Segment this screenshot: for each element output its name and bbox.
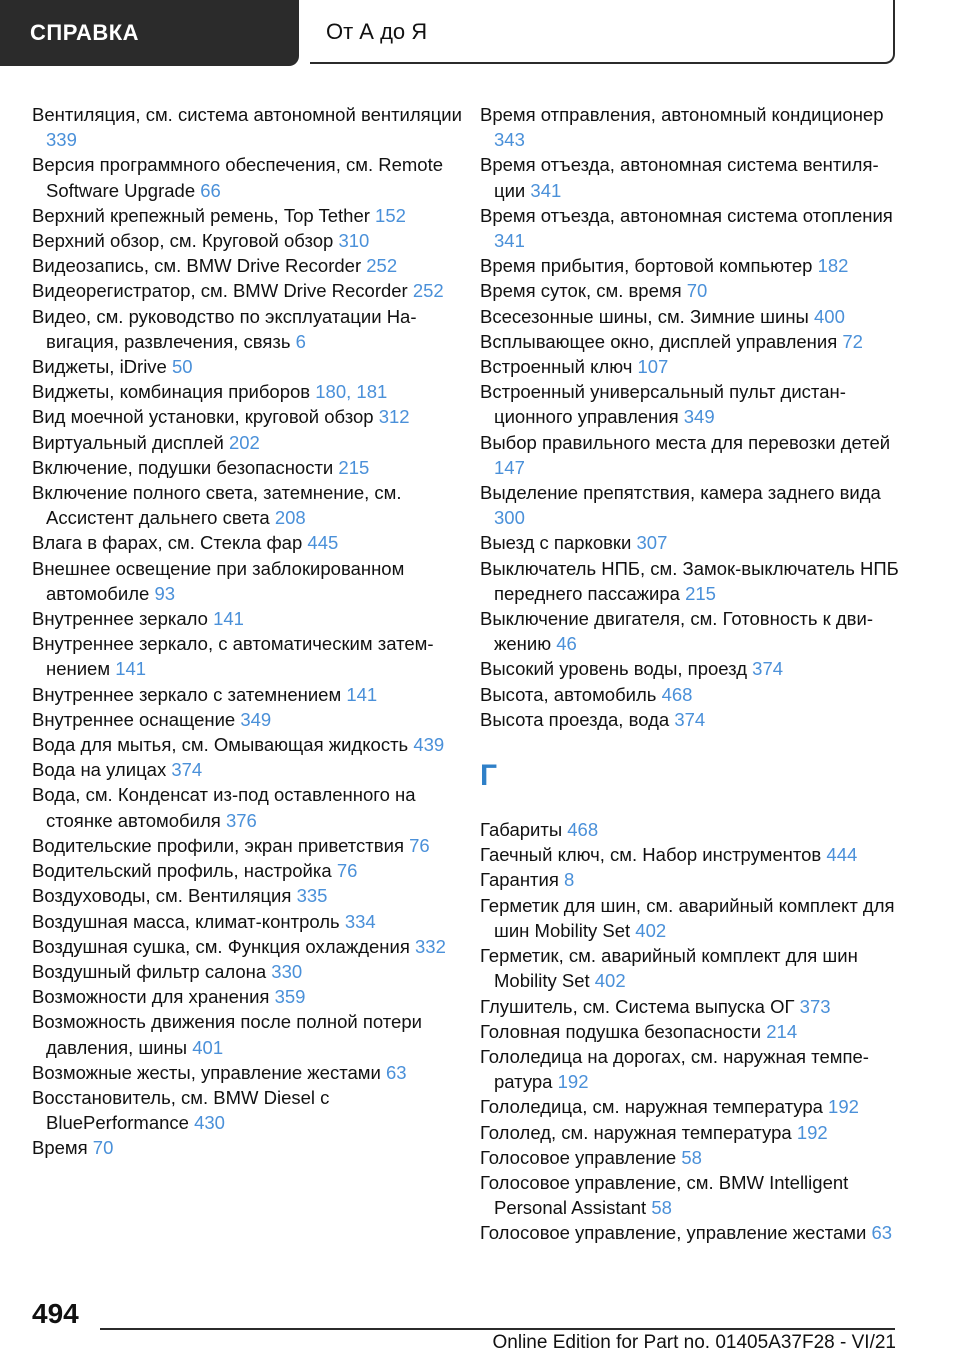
page-reference-link[interactable]: 468 [567, 819, 599, 841]
page-reference-link[interactable]: 76 [409, 834, 430, 856]
index-entry [480, 682, 900, 707]
index-term: Гололедица на дорогах, см. наружная температура [480, 1045, 869, 1093]
index-term: Высота проезда, вода [480, 708, 670, 730]
index-entry [32, 304, 462, 354]
index-entry [480, 1220, 900, 1245]
index-term: Голосовое управление, см. BMW Intelligent Personal Assistant [480, 1171, 849, 1219]
index-entry [480, 430, 900, 480]
page-reference-link[interactable]: 252 [366, 255, 398, 277]
index-term: Версия программного обеспечения, см. Remote Software Upgrade [32, 154, 444, 201]
index-entry [480, 1044, 900, 1094]
index-term: Видео, см. руководство по эксплуатации Навигация, развлечения, связь [32, 305, 417, 352]
index-term: Воздуховоды, см. Вентиляция [32, 885, 292, 907]
page-reference-link[interactable]: 70 [686, 280, 708, 302]
page-reference-link[interactable]: 46 [556, 633, 577, 655]
index-term: Внутреннее зеркало, с автоматическим затемнением [32, 633, 434, 680]
page-reference-link[interactable]: 300 [494, 507, 525, 529]
page-reference-link[interactable]: 63 [871, 1222, 893, 1244]
index-term: Встроенный ключ [480, 356, 633, 378]
page-reference-link[interactable]: 374 [674, 708, 706, 730]
index-entry [32, 152, 462, 202]
index-term: Возможные жесты, управление жестами [32, 1061, 381, 1083]
index-entry [480, 994, 900, 1019]
page-reference-link[interactable]: 349 [683, 406, 715, 428]
index-term: Герметик для шин, см. аварийный комплект для шин Mobility Set [480, 894, 895, 941]
index-entry [32, 934, 462, 959]
index-entry [32, 631, 462, 681]
index-term: Выделение препятствия, камера заднего вида [480, 482, 881, 504]
page-number: 494 [32, 1298, 79, 1329]
index-entry [480, 943, 900, 993]
page-reference-link[interactable]: 334 [344, 910, 376, 932]
index-term: Гололедица, см. наружная температура [480, 1096, 823, 1118]
page-reference-link[interactable]: 208 [274, 507, 306, 529]
page-reference-link[interactable]: 373 [799, 995, 831, 1017]
index-term: Голосовое управление [480, 1146, 677, 1168]
page-reference-link[interactable]: 192 [557, 1071, 589, 1093]
page-reference-link[interactable]: 341 [494, 230, 525, 252]
page-reference-link[interactable]: 359 [274, 986, 306, 1008]
index-entry [32, 1135, 462, 1160]
page-reference-link[interactable]: 215 [685, 582, 716, 604]
page-reference-link[interactable]: 8 [564, 869, 575, 891]
index-entry [480, 102, 900, 152]
index-entry [480, 304, 900, 329]
index-entry [32, 909, 462, 934]
index-entry [480, 1019, 900, 1044]
index-column-left [32, 102, 462, 1161]
page-reference-link[interactable]: 152 [375, 204, 406, 226]
page-reference-link[interactable]: 93 [154, 582, 176, 604]
page-reference-link[interactable]: 312 [378, 406, 410, 428]
index-term: Время прибытия, бортовой компьютер [480, 255, 813, 277]
index-term: Время отъезда, автономная система вентиляции [480, 154, 879, 201]
index-entry [32, 833, 462, 858]
page-reference-link[interactable]: 107 [637, 356, 669, 378]
section-tab [0, 0, 299, 66]
index-entry [32, 883, 462, 908]
index-term: Гололед, см. наружная температура [480, 1121, 792, 1143]
index-entry [480, 707, 900, 732]
index-term: Время суток, см. время [480, 280, 682, 302]
letter-heading: Г [480, 759, 498, 793]
page-reference-link[interactable]: 376 [225, 809, 257, 831]
page-reference-link[interactable]: 192 [796, 1121, 828, 1143]
index-entry [480, 530, 900, 555]
subsection-box [310, 0, 895, 64]
index-term: Высота, автомобиль [480, 683, 657, 705]
index-term: Выезд с парковки [480, 532, 632, 554]
index-entry [32, 278, 462, 303]
index-term: Головная подушка безопасности [480, 1020, 762, 1042]
index-entry [32, 102, 462, 152]
index-entry [32, 757, 462, 782]
index-term: Выключатель НПБ, см. Замок-выключатель НПБ переднего пассажира [480, 557, 899, 604]
index-entry [32, 354, 462, 379]
index-term: Возможности для хранения [32, 986, 270, 1008]
page-header [0, 0, 960, 66]
index-entry [480, 1170, 900, 1220]
index-entry [32, 480, 462, 530]
index-term: Возможность движения после полной потери давления, шины [32, 1011, 422, 1058]
index-term: Вентиляция, см. система автономной вентиляции [32, 104, 462, 125]
footer-divider [100, 1328, 895, 1330]
index-entry [480, 480, 900, 530]
page-reference-link[interactable]: 330 [271, 960, 303, 982]
page-reference-link[interactable]: 401 [192, 1036, 224, 1058]
index-entry [480, 842, 900, 867]
subsection-title: От А до Я [326, 19, 428, 44]
page-reference-link[interactable]: 252 [412, 280, 444, 302]
index-group-v-continued [480, 102, 900, 732]
index-term: Выключение двигателя, см. Готовность к движению [480, 608, 873, 655]
page-reference-link[interactable]: 468 [661, 683, 693, 705]
index-term: Влага в фарах, см. Стекла фар [32, 532, 303, 554]
index-term: Видеозапись, см. BMW Drive Recorder [32, 255, 362, 277]
index-entry [480, 606, 900, 656]
index-term: Вода, см. Конденсат из-под оставленного на стоянке автомобиля [32, 784, 416, 831]
index-entry [480, 867, 900, 892]
index-entry [32, 858, 462, 883]
page-reference-link[interactable]: 141 [346, 683, 378, 705]
index-entry [32, 707, 462, 732]
index-term: Внутреннее зеркало с затемнением [32, 683, 342, 705]
index-entry [32, 682, 462, 707]
index-term: Внутреннее оснащение [32, 708, 236, 730]
index-term: Водительский профиль, настройка [32, 860, 332, 882]
index-term: Верхний обзор, см. Круговой обзор [32, 230, 334, 252]
page-reference-link[interactable]: 444 [826, 844, 858, 866]
index-entry [32, 959, 462, 984]
page-reference-link[interactable]: 335 [296, 885, 328, 907]
page-reference-link[interactable]: 58 [681, 1146, 702, 1168]
section-title: СПРАВКА [30, 20, 140, 45]
page-reference-link[interactable]: 374 [752, 658, 784, 680]
index-entry [480, 203, 900, 253]
page-reference-link[interactable]: 310 [338, 230, 370, 252]
page-reference-link[interactable]: 50 [172, 356, 193, 378]
index-term: Видеорегистратор, см. BMW Drive Recorder [32, 280, 408, 302]
index-term: Виджеты, iDrive [32, 356, 167, 378]
index-term: Воздушная масса, климат-контроль [32, 910, 340, 932]
index-term: Высокий уровень воды, проезд [480, 658, 748, 680]
page-reference-link[interactable]: 70 [92, 1137, 114, 1159]
page-reference-link[interactable]: 141 [213, 608, 244, 630]
index-entry [480, 253, 900, 278]
page-reference-link[interactable]: 343 [494, 129, 525, 151]
index-entry [480, 656, 900, 681]
index-entry [32, 782, 462, 832]
page-reference-link[interactable]: 182 [817, 255, 849, 277]
index-entry [32, 1060, 462, 1085]
edition-note: Online Edition for Part no. 01405A37F28 - VI/21 [492, 1332, 896, 1353]
index-entry [32, 1085, 462, 1135]
index-column-right [480, 102, 900, 1246]
index-term: Внешнее освещение при заблокированном автомобиле [32, 557, 405, 604]
index-term: Всесезонные шины, см. Зимние шины [480, 305, 809, 327]
page-reference-link[interactable]: 76 [336, 860, 358, 882]
page-reference-link[interactable]: 141 [115, 658, 147, 680]
index-entry [480, 329, 900, 354]
index-entry [32, 530, 462, 555]
index-entry [32, 984, 462, 1009]
page-reference-link[interactable]: 332 [415, 935, 446, 957]
page-reference-link[interactable]: 58 [651, 1197, 672, 1219]
index-term: Виртуальный дисплей [32, 431, 224, 453]
index-term: Время отправления, автономный кондиционер [480, 104, 884, 125]
page-reference-link[interactable]: 445 [307, 532, 339, 554]
index-term: Воздушный фильтр салона [32, 960, 267, 982]
page-reference-link[interactable]: 374 [171, 759, 203, 781]
page-reference-link[interactable]: 63 [385, 1061, 407, 1083]
index-term: Гаечный ключ, см. Набор инструментов [480, 844, 822, 866]
page-reference-link[interactable]: 339 [46, 129, 77, 151]
page-reference-link[interactable]: 6 [295, 330, 306, 352]
index-entry [32, 228, 462, 253]
index-term: Вид моечной установки, круговой обзор [32, 406, 374, 428]
page-reference-link[interactable]: 307 [636, 532, 668, 554]
page-reference-link[interactable]: 147 [494, 456, 525, 478]
index-term: Водительские профили, экран приветствия [32, 834, 404, 856]
index-entry [480, 379, 900, 429]
page-reference-link[interactable]: 192 [828, 1096, 859, 1118]
page-reference-link[interactable]: 439 [413, 734, 445, 756]
index-entry [480, 1145, 900, 1170]
index-entry [32, 430, 462, 455]
page-reference-link[interactable]: 215 [338, 456, 370, 478]
index-term: Встроенный универсальный пульт дистанционного управления [480, 381, 846, 428]
index-entry [32, 404, 462, 429]
page-reference-link[interactable]: 402 [594, 970, 626, 992]
index-term: Герметик, см. аварийный комплект для шин Mobility Set [480, 945, 858, 992]
index-term: Глушитель, см. Система выпуска ОГ [480, 995, 795, 1017]
page-reference-link[interactable]: 349 [240, 708, 272, 730]
page-reference-link[interactable]: 430 [194, 1112, 225, 1134]
index-term: Габариты [480, 819, 563, 841]
index-entry [32, 253, 462, 278]
index-entry [32, 203, 462, 228]
index-term: Выбор правильного места для перевозки детей [480, 431, 891, 453]
index-term: Вода на улицах [32, 759, 167, 781]
index-entry [32, 606, 462, 631]
index-entry [480, 893, 900, 943]
index-term: Внутреннее зеркало [32, 608, 208, 630]
index-term: Включение, подушки безопасности [32, 456, 334, 478]
index-entry [480, 278, 900, 303]
index-term: Вода для мытья, см. Омывающая жидкость [32, 734, 409, 756]
index-entry [32, 455, 462, 480]
index-entry [480, 817, 900, 842]
index-entry [32, 1009, 462, 1059]
index-term: Восстановитель, см. BMW Diesel с BluePerformance [32, 1086, 330, 1134]
index-term: Виджеты, комбинация приборов [32, 381, 311, 403]
index-group-g [480, 817, 900, 1245]
page-reference-link[interactable]: 402 [635, 919, 667, 941]
index-entry [32, 556, 462, 606]
index-term: Воздушная сушка, см. Функция охлаждения [32, 935, 410, 957]
index-entry [480, 152, 900, 202]
index-term: Время [32, 1137, 88, 1159]
page-reference-link[interactable]: 341 [530, 179, 562, 201]
page-reference-link[interactable]: 66 [200, 179, 221, 201]
page-reference-link[interactable]: 72 [842, 330, 863, 352]
index-entry [480, 1094, 900, 1119]
index-term: Верхний крепежный ремень, Top Tether [32, 204, 370, 226]
index-entry [480, 556, 900, 606]
page-reference-link[interactable]: 400 [814, 305, 845, 327]
index-term: Всплывающее окно, дисплей управления [480, 330, 838, 352]
index-term: Время отъезда, автономная система отопления [480, 204, 893, 226]
index-term: Гарантия [480, 869, 559, 891]
page-reference-link[interactable]: 180, 181 [315, 381, 388, 403]
page-reference-link[interactable]: 214 [766, 1020, 798, 1042]
index-term: Голосовое управление, управление жестами [480, 1222, 867, 1244]
page-reference-link[interactable]: 202 [228, 431, 260, 453]
index-entry [32, 379, 462, 404]
index-term: Включение полного света, затемнение, см. Ассистент дальнего света [32, 482, 402, 529]
index-entry [480, 1120, 900, 1145]
index-entry [32, 732, 462, 757]
index-entry [480, 354, 900, 379]
